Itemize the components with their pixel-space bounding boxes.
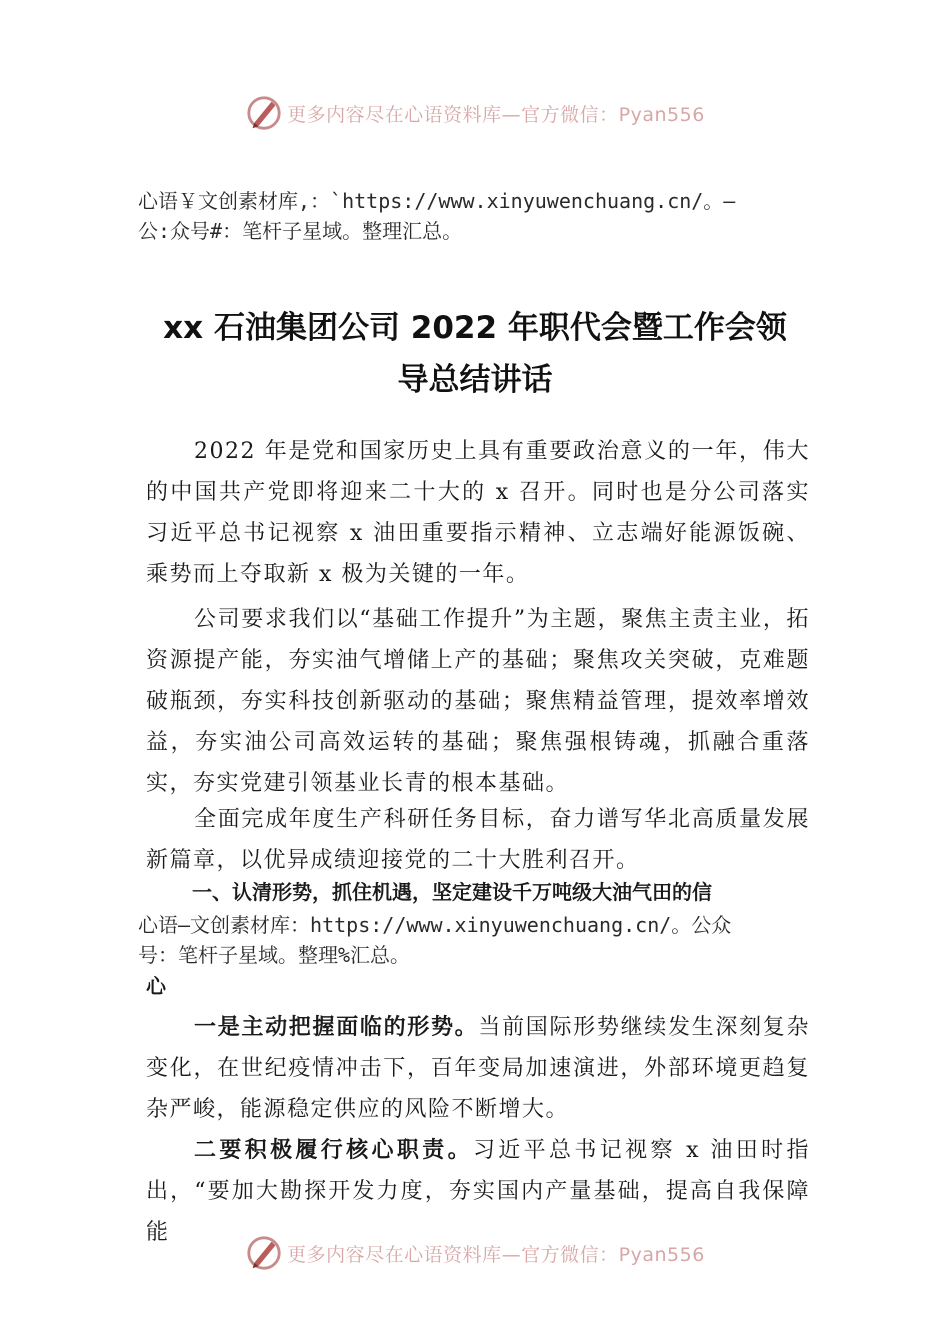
- paragraph-4-body: 当前国际形势继续发生深刻复杂变化，在世纪疫情冲击下，百年变局加速演进，外部环境更趋复杂严峻，能源稳定供应的风险不断增大。: [146, 1015, 810, 1122]
- watermark-line: 公:众号#：笔杆子星域。整理汇总。: [138, 219, 463, 243]
- title-line-1: xx 石油集团公司 2022 年职代会暨工作会领: [163, 310, 787, 346]
- wechat-id: Pyan556: [618, 1243, 705, 1266]
- paragraph-5-lead: 二要积极履行核心职责。: [194, 1137, 473, 1163]
- wechat-id: Pyan556: [618, 103, 705, 126]
- pen-logo-icon: [245, 1234, 283, 1272]
- paragraph-2: 公司要求我们以“基础工作提升”为主题，聚焦主责主业，拓资源提产能，夯实油气增储上产的基础；聚焦攻关突破，克难题破瓶颈，夯实科技创新驱动的基础；聚焦精益管理，提效率增效益，夯实油公司高效运转的基础；聚焦强根铸魂，抓融合重落实，夯实党建引领基业长青的根本基础。: [146, 607, 810, 796]
- paragraph-1: 2022 年是党和国家历史上具有重要政治意义的一年，伟大的中国共产党即将迎来二十大的 x 召开。同时也是分公司落实习近平总书记视察 x 油田重要指示精神、立志端好能源饭碗、乘势而上夺取新 x 极为关键的一年。: [146, 439, 810, 587]
- section-heading-1-continued: 心: [146, 974, 166, 998]
- paragraph-3: 全面完成年度生产科研任务目标，奋力谱写华北高质量发展新篇章，以优异成绩迎接党的二十大胜利召开。: [146, 807, 810, 873]
- watermark-line: 心语—文创素材库：https://www.xinyuwenchuang.cn/。公众: [138, 913, 732, 937]
- banner-text: 更多内容尽在心语资料库—官方微信：Pyan556: [287, 1243, 705, 1266]
- paragraph-4-lead: 一是主动把握面临的形势。: [194, 1014, 479, 1040]
- pen-logo-icon: [245, 94, 283, 132]
- watermark-line: 号：笔杆子星域。整理%汇总。: [138, 943, 411, 967]
- document-title: [120, 302, 830, 406]
- paragraph-4: [146, 1007, 810, 1130]
- footer-banner: [0, 1233, 950, 1273]
- title-line-2: 导总结讲话: [397, 362, 553, 398]
- watermark-middle: [138, 910, 838, 970]
- header-banner: [0, 93, 950, 133]
- paragraph-5-body: 习近平总书记视察 x 油田时指出，“要加大勘探开发力度，夯实国内产量基础，提高自我保障能: [146, 1138, 810, 1245]
- watermark-top: [138, 186, 838, 246]
- section-heading-1: 一、认清形势，抓住机遇，坚定建设千万吨级大油气田的信: [192, 880, 712, 904]
- watermark-line: 心语￥文创素材库,：`https://www.xinyuwenchuang.cn/。—: [138, 189, 736, 213]
- banner-text: 更多内容尽在心语资料库—官方微信：Pyan556: [287, 103, 705, 126]
